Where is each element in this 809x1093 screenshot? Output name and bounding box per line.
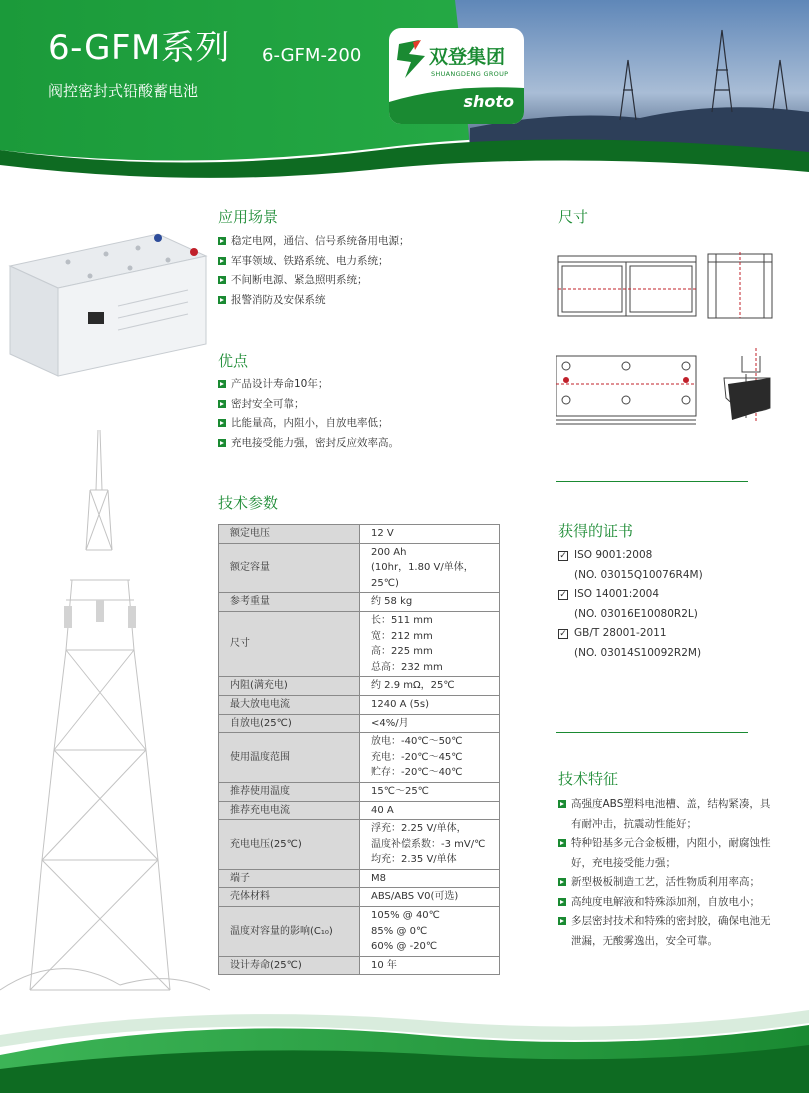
spec-value: [360, 888, 500, 907]
applications-title: 应用场景: [218, 208, 279, 226]
spec-value: [360, 677, 500, 696]
spec-value-line: 均充：2.35 V/单体: [371, 854, 457, 866]
logo-mark-icon: [395, 38, 429, 80]
certificate-item: [558, 585, 778, 605]
spec-value: [360, 820, 500, 870]
certificate-item: [558, 546, 778, 566]
spec-row: [219, 611, 500, 676]
features-list: [558, 795, 778, 951]
spec-value-line: 约 58 kg: [371, 596, 413, 608]
spec-value: [360, 714, 500, 733]
spec-row: [219, 907, 500, 957]
spec-value-line: 1240 A (5s): [371, 698, 430, 710]
page-title: 6-GFM系列: [48, 28, 230, 68]
spec-value: [360, 525, 500, 544]
spec-row: [219, 782, 500, 801]
tower-illustration: [0, 430, 210, 1030]
certificate-number: (NO. 03016E10080R2L): [574, 607, 698, 620]
divider-1: [556, 481, 748, 482]
spec-value-line: 10 年: [371, 959, 397, 971]
spec-value: [360, 907, 500, 957]
feature-item: 高纯度电解液和特殊添加剂，自放电小；: [558, 893, 778, 913]
dimension-drawing: [556, 248, 781, 428]
spec-key: 充电电压(25℃): [219, 820, 360, 870]
application-item: 稳定电网，通信、信号系统备用电源；: [218, 232, 518, 252]
spec-key: 端子: [219, 869, 360, 888]
spec-row: [219, 888, 500, 907]
brand-logo: [389, 28, 524, 124]
spec-value: [360, 801, 500, 820]
spec-value-line: (10hr，1.80 V/单体，25℃): [371, 562, 474, 589]
certificates-list: [558, 546, 778, 663]
model-number: 6-GFM-200: [262, 45, 362, 66]
spec-key: 最大放电电流: [219, 695, 360, 714]
spec-key: 推荐使用温度: [219, 782, 360, 801]
specs-table: [218, 524, 500, 975]
spec-row: [219, 714, 500, 733]
certificates-title: 获得的证书: [558, 522, 634, 540]
application-item: 不间断电源、紧急照明系统；: [218, 271, 518, 291]
spec-value-line: 12 V: [371, 528, 394, 539]
feature-item: 特种铅基多元合金板栅，内阻小，耐腐蚀性好，充电接受能力强；: [558, 834, 778, 873]
spec-value: [360, 611, 500, 676]
spec-value-line: 60% @ -20℃: [371, 941, 438, 953]
spec-row: [219, 956, 500, 975]
spec-row: [219, 593, 500, 612]
spec-key: 温度对容量的影响(C₁₀): [219, 907, 360, 957]
spec-value: [360, 695, 500, 714]
spec-value: [360, 782, 500, 801]
spec-key: 使用温度范围: [219, 733, 360, 783]
certificate-item: [558, 624, 778, 644]
spec-key: 自放电(25℃): [219, 714, 360, 733]
advantage-item: 产品设计寿命10年；: [218, 375, 518, 395]
spec-value-line: <4%/月: [371, 717, 409, 729]
spec-row: [219, 695, 500, 714]
spec-value: [360, 593, 500, 612]
spec-value-line: 充电：-20℃～45℃: [371, 751, 463, 763]
checkbox-icon: ✓: [559, 590, 567, 600]
page-subtitle: 阀控密封式铅酸蓄电池: [48, 82, 199, 100]
spec-value-line: 40 A: [371, 804, 394, 816]
spec-row: [219, 543, 500, 593]
advantage-item: 比能量高，内阻小，自放电率低；: [218, 414, 518, 434]
feature-item: 多层密封技术和特殊的密封胶，确保电池无泄漏，无酸雾逸出，安全可靠。: [558, 912, 778, 951]
footer-banner: [0, 995, 809, 1093]
spec-row: [219, 677, 500, 696]
spec-row: [219, 733, 500, 783]
spec-key: 推荐充电电流: [219, 801, 360, 820]
feature-item: 新型极板制造工艺，活性物质利用率高；: [558, 873, 778, 893]
spec-row: [219, 820, 500, 870]
spec-value-line: 高：225 mm: [371, 646, 433, 658]
certificate-name: ISO 9001:2008: [574, 549, 653, 561]
spec-value-line: 总高：232 mm: [371, 661, 443, 673]
logo-text-en: SHUANGDENG GROUP: [431, 70, 509, 78]
spec-value-line: 85% @ 0℃: [371, 925, 428, 937]
checkbox-icon: ✓: [559, 551, 567, 561]
divider-2: [556, 732, 748, 733]
spec-value: [360, 543, 500, 593]
spec-value-line: 约 2.9 mΩ，25℃: [371, 680, 455, 692]
feature-item: 高强度ABS塑料电池槽、盖，结构紧凑，具有耐冲击，抗震动性能好；: [558, 795, 778, 834]
advantages-title: 优点: [218, 352, 249, 370]
certificate-name: ISO 14001:2004: [574, 588, 660, 600]
advantage-item: 密封安全可靠；: [218, 395, 518, 415]
spec-value-line: 温度补偿系数：-3 mV/℃: [371, 838, 486, 850]
certificate-number: (NO. 03015Q10076R4M): [574, 568, 703, 581]
spec-value-line: 200 Ah: [371, 546, 407, 558]
spec-key: 设计寿命(25℃): [219, 956, 360, 975]
features-title: 技术特征: [558, 770, 619, 788]
spec-value-line: M8: [371, 872, 386, 884]
logo-text-cn: 双登集团: [429, 46, 506, 68]
spec-row: [219, 801, 500, 820]
logo-text-shoto: shoto: [463, 92, 514, 111]
applications-list: [218, 232, 518, 310]
spec-value-line: 15℃～25℃: [371, 785, 429, 797]
specs-title: 技术参数: [218, 494, 279, 512]
spec-row: [219, 869, 500, 888]
spec-value-line: 105% @ 40℃: [371, 910, 440, 922]
certificate-name: GB/T 28001-2011: [574, 627, 667, 639]
spec-value: [360, 956, 500, 975]
spec-value: [360, 733, 500, 783]
advantage-item: 充电接受能力强，密封反应效率高。: [218, 434, 518, 454]
advantages-list: [218, 375, 518, 453]
spec-key: 参考重量: [219, 593, 360, 612]
battery-image: [8, 226, 208, 386]
spec-value-line: 长：511 mm: [371, 614, 433, 626]
spec-key: 尺寸: [219, 611, 360, 676]
spec-row: [219, 525, 500, 544]
spec-key: 壳体材料: [219, 888, 360, 907]
spec-value-line: 放电：-40℃～50℃: [371, 736, 463, 748]
spec-value-line: 宽：212 mm: [371, 630, 433, 642]
spec-value: [360, 869, 500, 888]
spec-key: 额定电压: [219, 525, 360, 544]
dimensions-title: 尺寸: [558, 208, 589, 226]
spec-value-line: ABS/ABS V0(可选): [371, 891, 459, 903]
certificate-number: (NO. 03014S10092R2M): [574, 646, 702, 659]
spec-key: 内阻(满充电): [219, 677, 360, 696]
application-item: 报警消防及安保系统: [218, 291, 518, 311]
spec-value-line: 贮存：-20℃～40℃: [371, 767, 463, 779]
application-item: 军事领域、铁路系统、电力系统；: [218, 252, 518, 272]
spec-key: 额定容量: [219, 543, 360, 593]
spec-value-line: 浮充：2.25 V/单体，: [371, 823, 467, 835]
checkbox-icon: ✓: [559, 629, 567, 639]
